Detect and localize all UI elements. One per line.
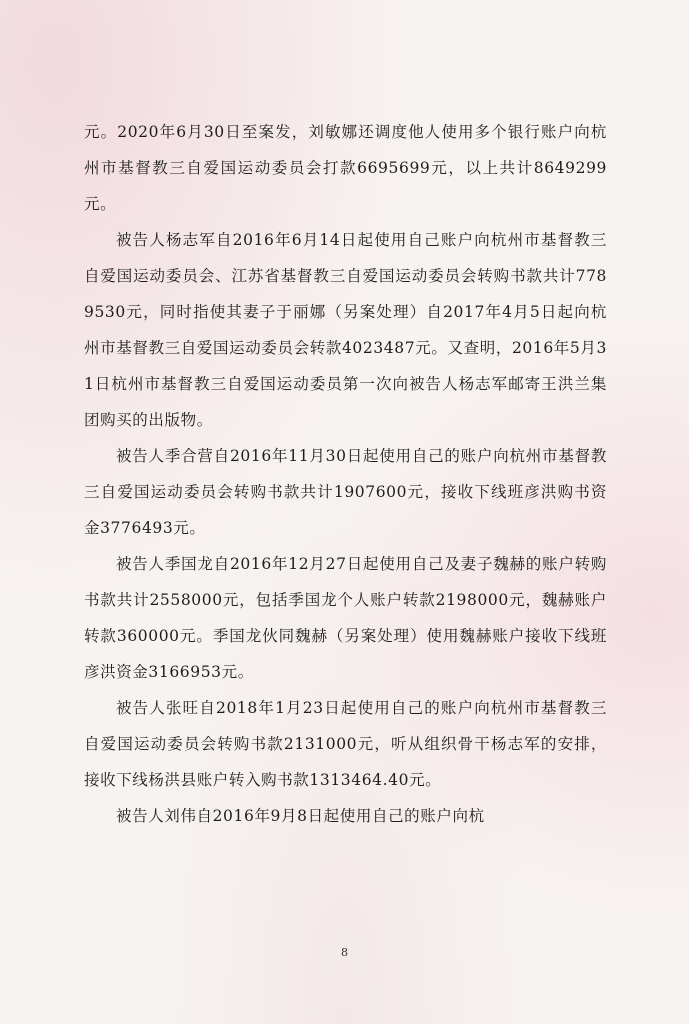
paragraph-2: 被告人杨志军自2016年6月14日起使用自己账户向杭州市基督教三自爱国运动委员会、江苏省基督教三自爱国运动委员会转购书款共计7789530元，同时指使其妻子于丽娜（另案处理）自2017年4月5日起向杭州市基督教三自爱国运动委员会转款4023487元。又查明，2016年5月31日杭州市基督教三自爱国运动委员第一次向被告人杨志军邮寄王洪兰集团购买的出版物。 <box>84 231 607 429</box>
paragraph-3: 被告人季合营自2016年11月30日起使用自己的账户向杭州市基督教三自爱国运动委员会转购书款共计1907600元，接收下线班彦洪购书资金3776493元。 <box>84 447 607 537</box>
paragraph-6: 被告人刘伟自2016年9月8日起使用自己的账户向杭 <box>116 807 485 825</box>
paragraph-5: 被告人张旺自2018年1月23日起使用自己的账户向杭州市基督教三自爱国运动委员会转购书款2131000元，听从组织骨干杨志军的安排，接收下线杨洪县账户转入购书款1313464.40元。 <box>84 699 607 789</box>
document-body <box>84 114 607 834</box>
page-number: 8 <box>341 946 348 959</box>
paragraph-4: 被告人季国龙自2016年12月27日起使用自己及妻子魏赫的账户转购书款共计2558000元，包括季国龙个人账户转款2198000元，魏赫账户转款360000元。季国龙伙同魏赫（另案处理）使用魏赫账户接收下线班彦洪资金3166953元。 <box>84 555 607 681</box>
paragraph-1: 元。2020年6月30日至案发，刘敏娜还调度他人使用多个银行账户向杭州市基督教三自爱国运动委员会打款6695699元，以上共计8649299元。 <box>84 123 607 213</box>
